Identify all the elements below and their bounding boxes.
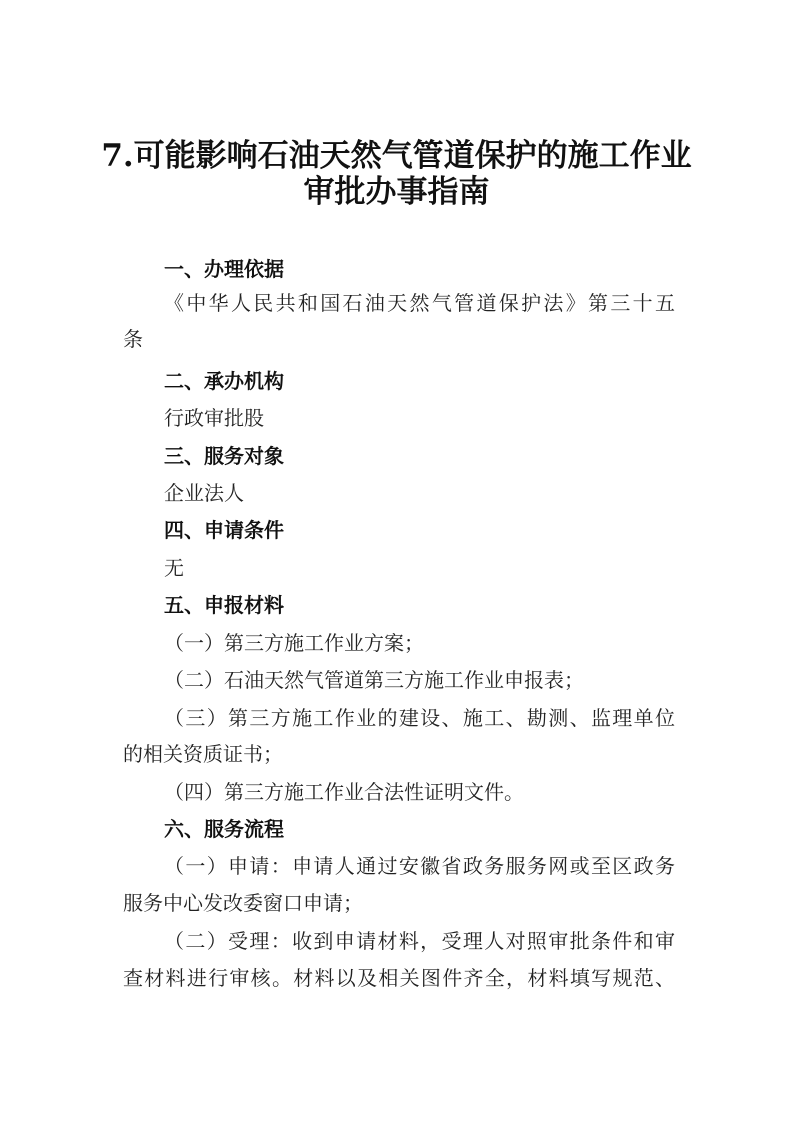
materials-item-2: （二）石油天然气管道第三方施工作业申报表； (164, 668, 584, 692)
section-heading-target: 三、服务对象 (164, 444, 284, 468)
process-item-2-line2: 查材料进行审核。材料以及相关图件齐全，材料填写规范、 (123, 966, 675, 990)
conditions-text: 无 (164, 556, 184, 580)
materials-item-4: （四）第三方施工作业合法性证明文件。 (164, 780, 524, 804)
document-title-line2: 审批办事指南 (303, 174, 490, 210)
materials-item-3-line1: （三）第三方施工作业的建设、施工、勘测、监理单位 (164, 706, 675, 730)
basis-text-line1: 《中华人民共和国石油天然气管道保护法》第三十五 (164, 291, 675, 315)
materials-item-1: （一）第三方施工作业方案； (164, 631, 424, 655)
document-title-line1: 7.可能影响石油天然气管道保护的施工作业 (101, 138, 692, 174)
basis-text-line2: 条 (123, 327, 143, 351)
process-item-1-line1: （一）申请：申请人通过安徽省政务服务网或至区政务 (164, 854, 675, 878)
section-heading-process: 六、服务流程 (164, 817, 284, 841)
section-heading-agency: 二、承办机构 (164, 369, 284, 393)
process-item-1-line2: 服务中心发改委窗口申请； (123, 891, 363, 915)
section-heading-conditions: 四、申请条件 (164, 518, 284, 542)
process-item-2-line1: （二）受理：收到申请材料，受理人对照审批条件和审 (164, 929, 675, 953)
target-text: 企业法人 (164, 481, 244, 505)
section-heading-basis: 一、办理依据 (164, 257, 284, 281)
agency-text: 行政审批股 (164, 406, 264, 430)
materials-item-3-line2: 的相关资质证书； (123, 742, 283, 766)
section-heading-materials: 五、申报材料 (164, 593, 284, 617)
